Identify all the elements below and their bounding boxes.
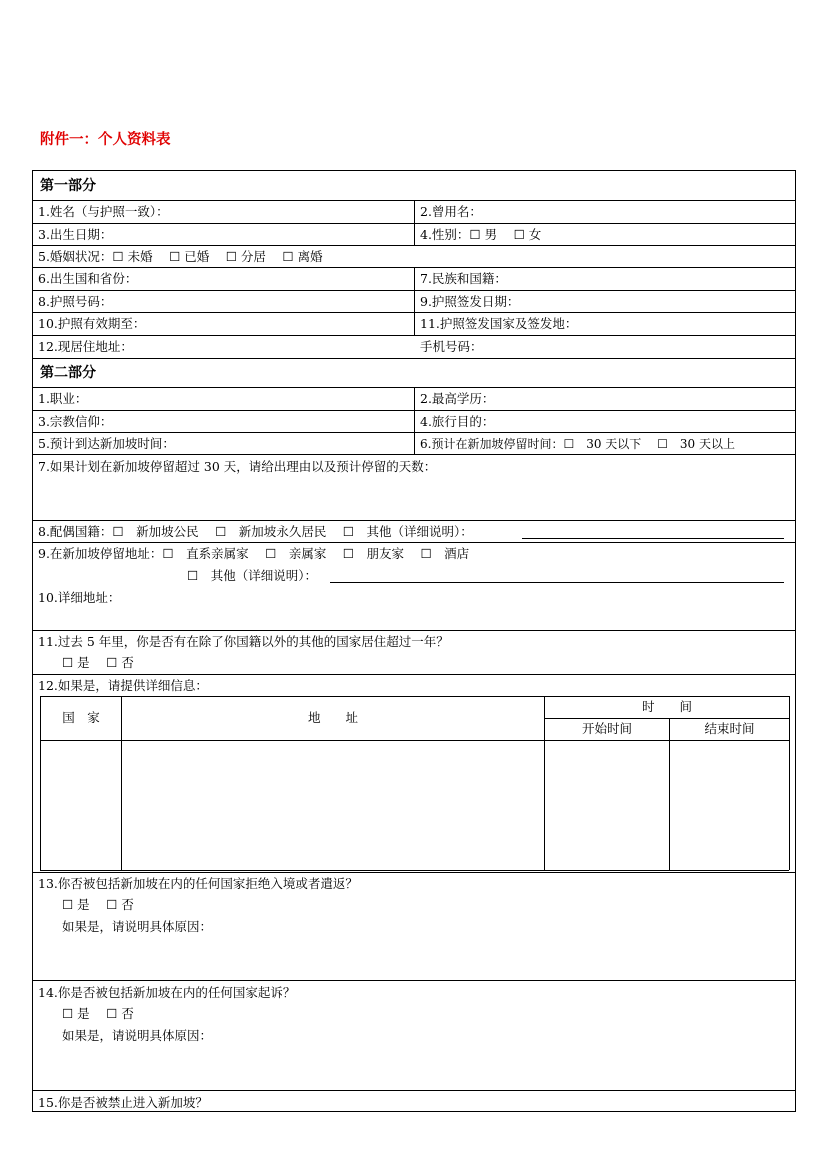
q13-options: ☐ 是 ☐ 否	[62, 897, 134, 912]
address-column-header: 地 址	[307, 710, 358, 725]
passport-number-label: 8.护照号码：	[38, 294, 113, 309]
education-label: 2.最高学历：	[420, 391, 495, 406]
spouse-nationality-label: 8.配偶国籍：☐ 新加坡公民 ☐ 新加坡永久居民 ☐ 其他（详细说明）：	[38, 524, 473, 539]
row-divider	[32, 1090, 796, 1091]
table-border	[40, 870, 789, 871]
ethnicity-label: 7.民族和国籍：	[420, 271, 507, 286]
name-field-label: 1.姓名（与护照一致）：	[38, 204, 169, 219]
gender-label: 4.性别：☐ 男 ☐ 女	[420, 227, 542, 242]
q11-options: ☐ 是 ☐ 否	[62, 655, 134, 670]
table-border	[544, 718, 789, 719]
mobile-label: 手机号码：	[420, 339, 483, 354]
document-title: 附件一：个人资料表	[40, 132, 171, 148]
table-border	[669, 718, 670, 870]
q12-label: 12.如果是，请提供详细信息：	[38, 678, 208, 693]
time-column-header: 时 间	[641, 699, 692, 714]
country-column-header: 国 家	[62, 710, 100, 725]
row-divider	[32, 872, 796, 873]
table-border	[40, 740, 789, 741]
detail-address-label: 10.详细地址：	[38, 590, 121, 605]
q15-label: 15.你是否被禁止进入新加坡？	[38, 1095, 208, 1110]
occupation-label: 1.职业：	[38, 391, 88, 406]
row-divider	[32, 454, 796, 455]
start-time-column-header: 开始时间	[581, 721, 632, 736]
row-divider	[32, 335, 796, 336]
column-divider	[414, 200, 415, 245]
former-name-label: 2.曾用名：	[420, 204, 482, 219]
row-divider	[32, 542, 796, 543]
row-divider	[32, 630, 796, 631]
table-border	[789, 696, 790, 870]
address-label: 12.现居住地址：	[38, 339, 133, 354]
end-time-column-header: 结束时间	[704, 721, 755, 736]
dob-label: 3.出生日期：	[38, 227, 113, 242]
q13-reason-label: 如果是，请说明具体原因：	[62, 919, 213, 934]
stay-other-label: ☐ 其他（详细说明）：	[187, 568, 317, 583]
column-divider	[414, 267, 415, 335]
passport-issue-date-label: 9.护照签发日期：	[420, 294, 520, 309]
column-divider	[414, 387, 415, 454]
part1-heading: 第一部分	[40, 178, 96, 194]
q14-options: ☐ 是 ☐ 否	[62, 1006, 134, 1021]
row-divider	[32, 674, 796, 675]
q14-label: 14.你是否被包括新加坡在内的任何国家起诉？	[38, 985, 296, 1000]
spouse-other-underline	[522, 538, 784, 539]
row-divider	[32, 358, 796, 359]
passport-expiry-label: 10.护照有效期至：	[38, 316, 146, 331]
part2-heading: 第二部分	[40, 365, 96, 381]
birthplace-label: 6.出生国和省份：	[38, 271, 138, 286]
table-border	[40, 696, 789, 697]
travel-purpose-label: 4.旅行目的：	[420, 414, 495, 429]
stay-other-underline	[330, 582, 784, 583]
marital-status-label: 5.婚姻状况：☐ 未婚 ☐ 已婚 ☐ 分居 ☐ 离婚	[38, 249, 323, 264]
religion-label: 3.宗教信仰：	[38, 414, 113, 429]
row-divider	[32, 520, 796, 521]
q14-reason-label: 如果是，请说明具体原因：	[62, 1028, 213, 1043]
arrival-time-label: 5.预计到达新加坡时间：	[38, 436, 175, 451]
row-divider	[32, 980, 796, 981]
passport-issuer-label: 11.护照签发国家及签发地：	[420, 316, 578, 331]
q11-label: 11.过去 5 年里，你是否有在除了你国籍以外的其他的国家居住超过一年？	[38, 634, 449, 649]
q13-label: 13.你否被包括新加坡在内的任何国家拒绝入境或者遣返？	[38, 876, 358, 891]
row-divider	[32, 245, 796, 246]
q7-label: 7.如果计划在新加坡停留超过 30 天，请给出理由以及预计停留的天数：	[38, 459, 437, 474]
stay-address-label: 9.在新加坡停留地址：☐ 直系亲属家 ☐ 亲属家 ☐ 朋友家 ☐ 酒店	[38, 546, 470, 561]
stay-duration-label: 6.预计在新加坡停留时间：☐ 30 天以下 ☐ 30 天以上	[420, 437, 735, 451]
